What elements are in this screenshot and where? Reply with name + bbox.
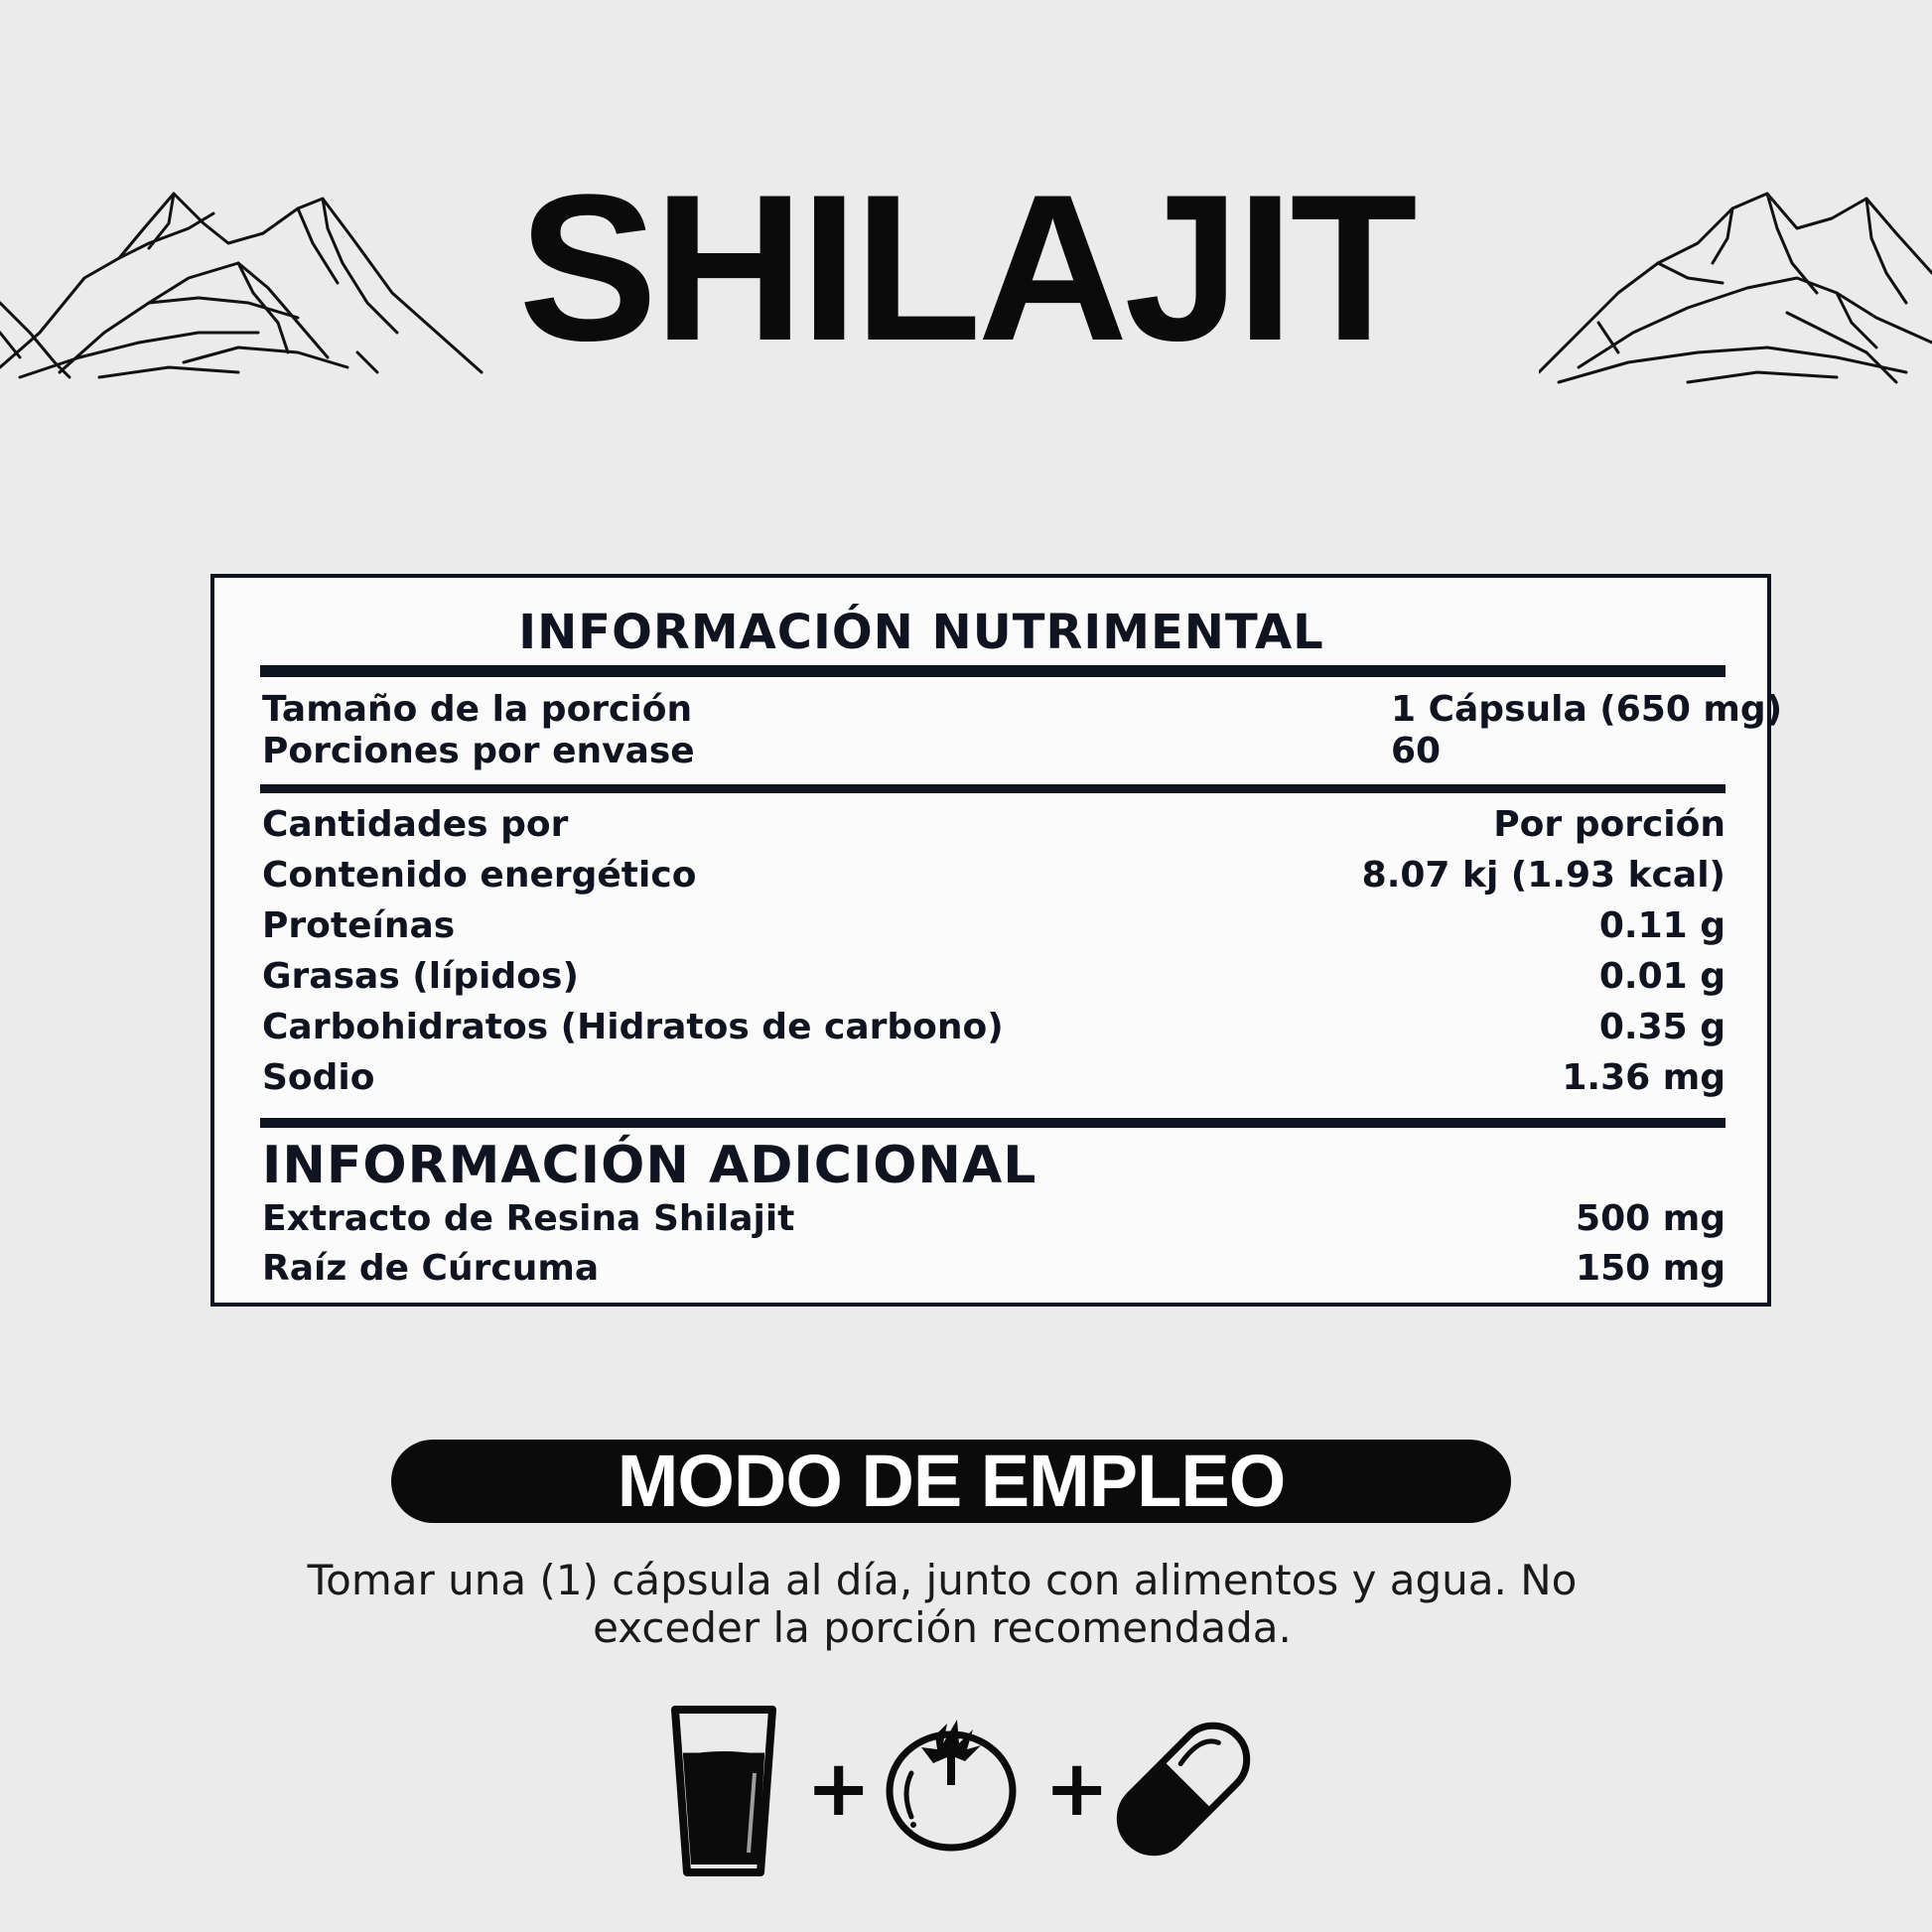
serving-size-value: 1 Cápsula (650 mg) bbox=[1391, 689, 1783, 730]
usage-instructions bbox=[238, 1557, 1646, 1652]
nutrient-value: 0.35 g bbox=[1598, 1007, 1725, 1047]
plus-sign: + bbox=[1044, 1744, 1110, 1834]
additional-label: Extracto de Resina Shilajit bbox=[262, 1198, 795, 1239]
nutrient-label: Carbohidratos (Hidratos de carbono) bbox=[262, 1007, 1004, 1047]
amounts-label: Cantidades por bbox=[262, 804, 569, 845]
glass-of-water-icon bbox=[669, 1704, 778, 1878]
usage-line-2: exceder la porción recomendada. bbox=[593, 1603, 1292, 1652]
usage-line-1: Tomar una (1) cápsula al día, junto con alimentos y agua. No bbox=[307, 1556, 1578, 1604]
nutrient-label: Grasas (lípidos) bbox=[262, 956, 579, 997]
amounts-value: Por porción bbox=[1493, 804, 1725, 845]
nutrition-heading: INFORMACIÓN NUTRIMENTAL bbox=[518, 605, 1324, 660]
nutrient-value: 0.01 g bbox=[1598, 956, 1725, 997]
divider-thick bbox=[260, 1118, 1725, 1128]
nutrient-label: Contenido energético bbox=[262, 855, 697, 896]
page-title: SHILAJIT bbox=[518, 151, 1414, 384]
servings-per-container-label: Porciones por envase bbox=[262, 731, 695, 771]
servings-per-container-row bbox=[262, 729, 1725, 774]
additional-value: 150 mg bbox=[1576, 1248, 1725, 1289]
divider-thick bbox=[260, 665, 1725, 677]
nutrient-row bbox=[262, 954, 1725, 1000]
nutrient-label: Sodio bbox=[262, 1057, 375, 1098]
usage-title: MODO DE EMPLEO bbox=[617, 1440, 1286, 1522]
servings-per-container-value: 60 bbox=[1391, 731, 1442, 771]
serving-size-row bbox=[262, 687, 1783, 733]
divider-medium bbox=[260, 784, 1725, 793]
nutrition-facts-panel bbox=[210, 574, 1783, 1307]
nutrient-row bbox=[262, 1055, 1725, 1101]
nutrient-row bbox=[262, 903, 1725, 949]
nutrient-value: 8.07 kj (1.93 kcal) bbox=[1361, 855, 1725, 896]
nutrient-value: 0.11 g bbox=[1598, 905, 1725, 946]
nutrient-row bbox=[262, 1005, 1725, 1050]
usage-title-pill bbox=[391, 1440, 1511, 1523]
nutrient-value: 1.36 mg bbox=[1562, 1057, 1725, 1098]
capsule-icon bbox=[1104, 1710, 1263, 1868]
nutrient-row bbox=[262, 853, 1725, 898]
additional-row bbox=[262, 1196, 1725, 1242]
amounts-header-row bbox=[262, 802, 1725, 848]
tomato-icon bbox=[884, 1714, 1019, 1853]
serving-size-label: Tamaño de la porción bbox=[262, 689, 693, 730]
nutrient-label: Proteínas bbox=[262, 905, 456, 946]
additional-value: 500 mg bbox=[1576, 1198, 1725, 1239]
additional-info-heading: INFORMACIÓN ADICIONAL bbox=[262, 1136, 1037, 1195]
plus-sign: + bbox=[806, 1744, 872, 1834]
additional-label: Raíz de Cúrcuma bbox=[262, 1248, 600, 1289]
additional-row bbox=[262, 1246, 1725, 1292]
